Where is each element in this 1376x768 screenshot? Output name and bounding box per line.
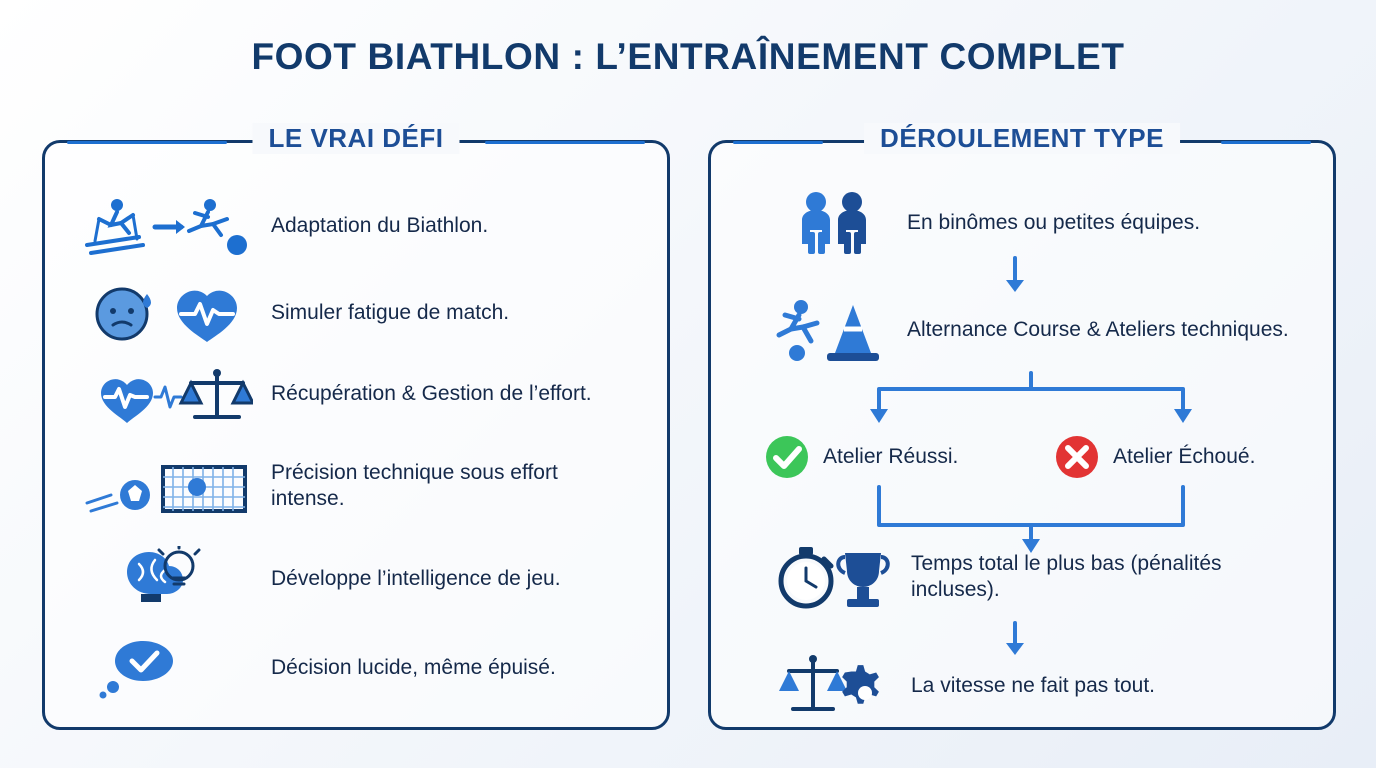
runner-cone-icon (771, 295, 891, 365)
list-item-label: Adaptation du Biathlon. (271, 213, 489, 237)
stopwatch-trophy-icon (767, 541, 895, 613)
heading-rule-right (1221, 141, 1311, 144)
page-title: FOOT BIATHLON : L’ENTRAÎNEMENT COMPLET (251, 36, 1125, 77)
arrow-down-icon (1001, 256, 1029, 294)
flow-outcome (767, 653, 1327, 719)
branch-success-label: Atelier Réussi. (823, 445, 959, 468)
list-item-label: Récupération & Gestion de l’effort. (271, 381, 592, 405)
heartbeat-scale-icon (75, 361, 255, 427)
cross-circle-icon (1053, 433, 1101, 481)
list-item-label: Simuler fatigue de match. (271, 300, 510, 324)
branch-failure (1053, 433, 1255, 481)
flow-outcome (767, 541, 1327, 613)
skier-to-footballer-icon (75, 193, 255, 259)
list-item (75, 453, 635, 519)
panel-left-challenge (42, 123, 670, 730)
branch-success (763, 433, 958, 481)
arrow-down-icon (1001, 621, 1029, 657)
sweating-face-heartbeat-icon (75, 280, 255, 346)
list-item (75, 280, 635, 346)
panel-right-heading: DÉROULEMENT TYPE (864, 123, 1180, 154)
thought-bubble-check-icon (75, 635, 255, 701)
panel-left-heading: LE VRAI DÉFI (252, 123, 459, 154)
list-item-label: Précision technique sous effort intense. (271, 460, 558, 510)
flow-step (781, 188, 1321, 258)
flow-step (771, 295, 1331, 365)
heading-rule-left (67, 141, 227, 144)
list-item (75, 361, 635, 427)
panel-right-flow (708, 123, 1336, 730)
brain-lightbulb-icon (75, 546, 255, 612)
branch-split (851, 371, 1211, 431)
list-item (75, 193, 635, 259)
two-people-icon (781, 188, 891, 258)
heading-rule-right (485, 141, 645, 144)
flow-step-label: En binômes ou petites équipes. (907, 210, 1201, 234)
list-item (75, 635, 635, 701)
heading-rule-left (733, 141, 823, 144)
list-item (75, 546, 635, 612)
flow-outcome-label: Temps total le plus bas (pénalités incluses). (911, 551, 1222, 601)
check-circle-icon (763, 433, 811, 481)
flow-outcome-label: La vitesse ne fait pas tout. (911, 673, 1155, 697)
list-item-label: Décision lucide, même épuisé. (271, 655, 556, 679)
branch-failure-label: Atelier Échoué. (1113, 445, 1256, 468)
ball-into-goal-icon (75, 453, 255, 519)
list-item-label: Développe l’intelligence de jeu. (271, 566, 561, 590)
scale-gear-icon (767, 653, 895, 719)
flow-step-label: Alternance Course & Ateliers techniques. (907, 317, 1289, 341)
